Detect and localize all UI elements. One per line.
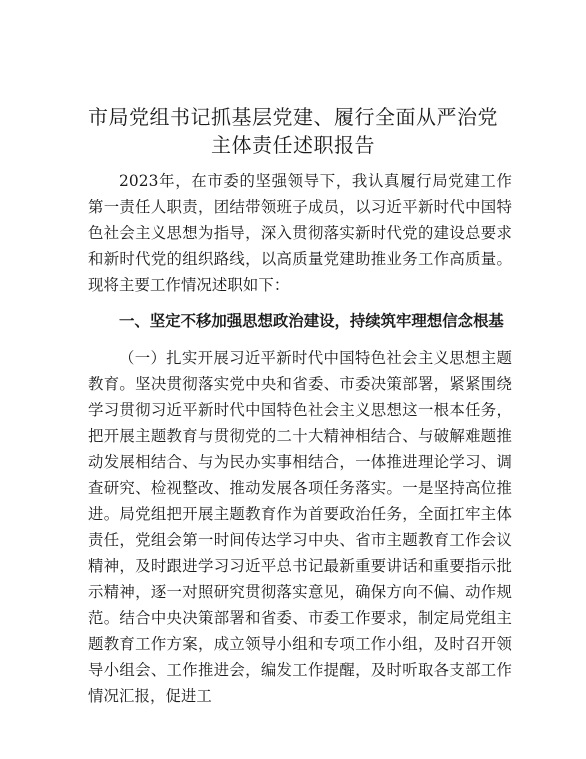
section-1-heading: 一、坚定不移加强思想政治建设，持续筑牢理想信念根基: [119, 312, 504, 330]
section-1-paragraph-1: （一）扎实开展习近平新时代中国特色社会主义思想主题教育。坚决贯彻落实党中央和省委、市委决策部署，紧紧围绕学习贯彻习近平新时代中国特色社会主义思想这一根本任务，把开展主题教育与贯彻党的二十大精神相结合、与破解难题推动发展相结合、与为民办实事相结合，一体推进理论学习、调查研究、检视整改、推动发展各项任务落实。一是坚持高位推进。局党组把开展主题教育作为首要政治任务，全面扛牢主体责任，党组会第一时间传达学习中央、省市主题教育工作会议精神，及时跟进学习习近平总书记最新重要讲话和重要指示批示精神，逐一对照研究贯彻落实意见，确保方向不偏、动作规范。结合中央决策部署和省委、市委工作要求，制定局党组主题教育工作方案，成立领导小组和专项工作小组，及时召开领导小组会、工作推进会，编发工作提醒，及时听取各支部工作情况汇报，促进工: [88, 349, 512, 705]
report-title-line-1: 市局党组书记抓基层党建、履行全面从严治党: [88, 105, 498, 129]
intro-paragraph: 2023年，在市委的坚强领导下，我认真履行局党建工作第一责任人职责，团结带领班子成员，以习近平新时代中国特色社会主义思想为指导，深入贯彻落实新时代党的建设总要求和新时代党的组织路线，以高质量党建助推业务工作高质量。现将主要工作情况述职如下：: [88, 172, 512, 294]
report-title-line-2: 主体责任述职报告: [211, 133, 375, 157]
